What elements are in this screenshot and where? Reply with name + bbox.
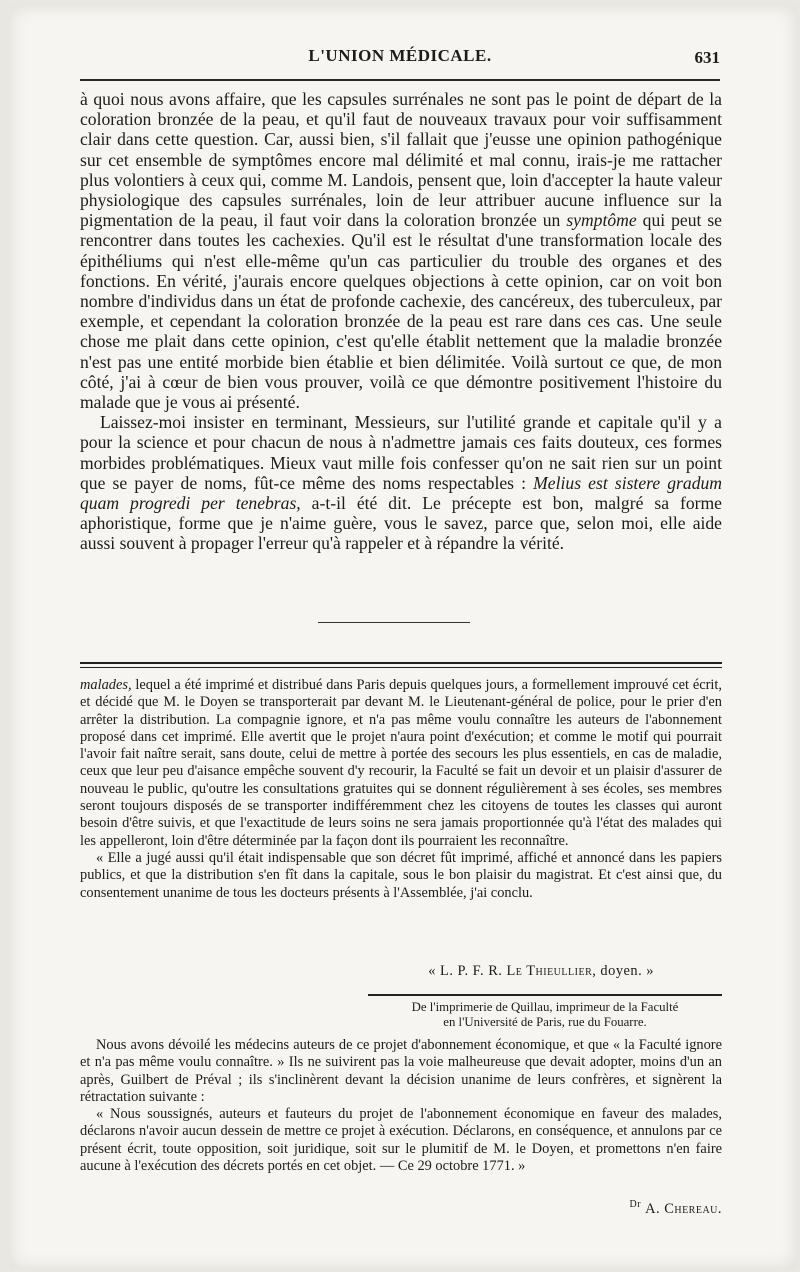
feuilleton-rule	[80, 667, 722, 668]
text-run: Dr	[629, 1199, 642, 1210]
text-run: a-t-il été dit. Le précepte est bon, malgré sa forme aphoristique, forme que je n'aime guère, vous le savez, parce que, selon moi, elle aide aussi souvent à propager l'erreur qu'à rappeler et à répandre la vérité.	[80, 493, 722, 554]
imprint	[368, 1000, 722, 1030]
latin-quote: Melius est sistere gradum quam progredi per tenebras,	[80, 472, 722, 514]
paragraph: « Nous soussignés, auteurs et fauteurs du projet de l'abonnement économique en faveur des malades, déclarons n'avoir aucun dessein de mettre ce projet à exécution. Déclarons, en conséquence, et annulons par ce présent écrit, toute opposition, soit juridique, soit sur le plumitif de M. le Doyen, et promettons n'en faire aucune à l'exécution des décrets portés en cet objet. — Ce 29 octobre 1771. »	[80, 1106, 722, 1175]
decree-signature	[80, 963, 654, 980]
paragraph: « Elle a jugé aussi qu'il était indispensable que son décret fût imprimé, affiché et annoncé dans les papiers publics, et que la distribution s'en fît dans la capitale, sous le bon plaisir du magistrat. Et c'est ainsi que, du consentement unanime de tous les docteurs présents à l'Assemblée, j'ai conclu.	[80, 849, 722, 901]
main-text	[80, 89, 722, 554]
imprint-line: De l'imprimerie de Quillau, imprimeur de la Faculté	[411, 1000, 679, 1014]
paragraph	[80, 412, 722, 553]
italic-term: symptôme	[566, 210, 637, 231]
feuilleton-rule	[80, 662, 722, 664]
author-name: A. Chereau.	[645, 1200, 722, 1217]
italic-term: malades,	[80, 677, 132, 693]
page-header	[80, 46, 720, 70]
feuilleton-text	[80, 677, 722, 902]
paragraph: Nous avons dévoilé les médecins auteurs de ce projet d'abonnement économique, et que « la Faculté ignore et n'a pas même voulu connaître. » Ils ne suivirent pas la voie malheureuse que devait adopter, moins d'un an après, Guilbert de Préval ; ils s'inclinèrent devant la décision unanime de leurs confrères, et signèrent la rétractation suivante :	[80, 1037, 722, 1105]
text-run: qui peut se rencontrer dans toutes les cachexies. Qu'il est le résultat d'une transformation locale des épithéliums qui n'est elle-même qu'un cas particulier du trouble des organes et des fonctions. En vérité, j'aurais encore quelques objections à cette opinion, car on voit bon nombre d'individus dans un état de profonde cachexie, des cancéreux, des tuberculeux, par exemple, et cependant la coloration bronzée de la peau est rare dans ces cas. Une seule chose me plait dans cette opinion, c'est qu'elle établit nettement que la maladie bronzée n'est pas une entité morbide bien établie et bien délimitée. Voilà surtout ce que, de mon côté, j'ai à cœur de bien vous prouver, voilà ce que démontre positivement l'histoire du malade que je vous ai présenté.	[80, 210, 722, 413]
text-run: , doyen. »	[592, 963, 654, 979]
header-rule	[80, 79, 720, 81]
author-signature	[80, 1199, 722, 1218]
imprint-rule	[368, 994, 722, 996]
text-run: Laissez-moi insister en terminant, Messieurs, sur l'utilité grande et capitale qu'il y a pour la science et pour chacun de nous à n'admettre jamais ces faits douteux, ces formes morbides problématiques. Mieux vaut mille fois confesser qu'on ne sait rien sur un point que se payer de noms, fût-ce même des noms respectables :	[80, 412, 722, 493]
signatory-name: Le Thieullier	[506, 963, 593, 979]
imprint-line: en l'Université de Paris, rue du Fouarre.	[443, 1015, 647, 1029]
running-title: L'UNION MÉDICALE.	[308, 46, 492, 65]
text-run: « L. P. F. R.	[428, 963, 503, 979]
text-run: à quoi nous avons affaire, que les capsules surrénales ne sont pas le point de départ de la coloration bronzée de la peau, et qu'il faut de nouveaux travaux pour voir suffisamment clair dans cette question. Car, aussi bien, s'il fallait que j'eusse une opinion pathogénique sur cet ensemble de symptômes encore mal délimité et mal connu, irais-je me rattacher plus volontiers à ceux qui, comme M. Landois, pensent que, loin d'accepter la haute valeur physiologique des capsules surrénales, loin de leur attribuer aucune influence sur la pigmentation de la peau, il faut voir dans la coloration bronzée un	[80, 89, 722, 231]
feuilleton-text-continued	[80, 1037, 722, 1175]
page-number: 631	[694, 48, 720, 67]
paragraph	[80, 89, 722, 412]
paragraph	[80, 677, 722, 850]
section-divider	[318, 622, 470, 623]
text-run: lequel a été imprimé et distribué dans Paris depuis quelques jours, a formellement improuvé cet écrit, et décidé que M. le Doyen se transporterait par devant M. le Lieutenant-général de police, pour le prier d'en arrêter la distribution. La compagnie ignore, et n'a pas même voulu connaître les auteurs de l'abonnement proposé dans cet imprimé. Elle avertit que le projet n'aura point d'exécution; et comme le motif qui pourrait l'avoir fait naître serait, sans doute, celui de mettre à portée des secours les plus essentiels, en cas de maladie, ceux que leur peu d'aisance empêche souvent d'y recourir, la Faculté se fait un devoir et un plaisir d'assurer de nouveau le public, qu'outre les consultations gratuites qui se donnent régulièrement à ses écoles, ses membres seront toujours disposés de se transporter indifféremment chez les citoyens de toutes les classes qui auront besoin d'être suivis, et que l'exactitude de leurs soins ne sera jamais proportionnée qu'à l'état des malades qui les appelleront, loin d'être déterminée par la façon dont ils pourraient les reconnaître.	[80, 677, 722, 849]
